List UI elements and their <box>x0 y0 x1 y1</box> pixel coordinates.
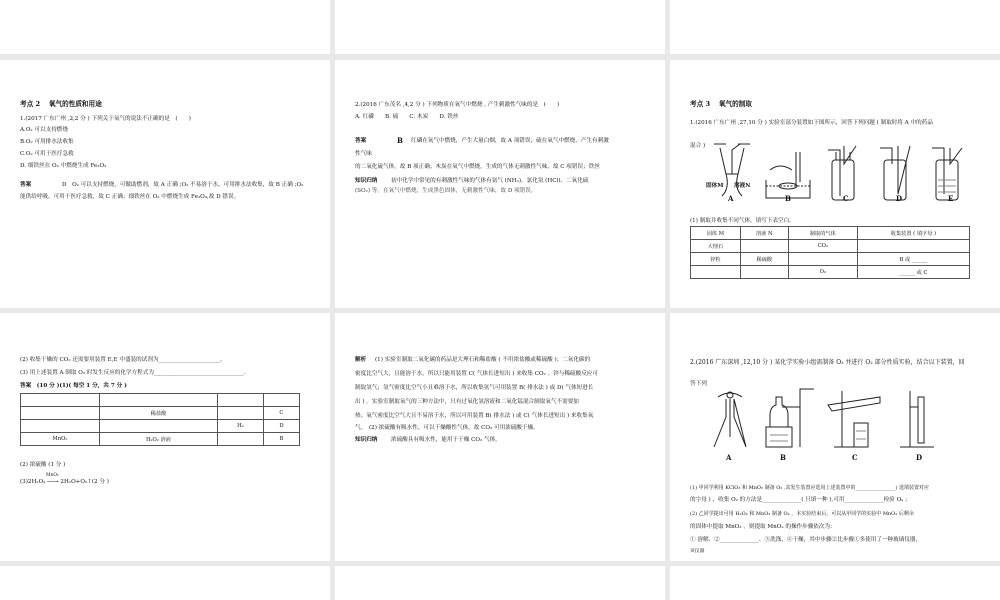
answer-text: (2) 浓硫酸 (1 分 ) <box>20 462 66 468</box>
slide-bottom-2 <box>335 566 665 600</box>
analysis-text: 热；氧气密度比空气大且不易溶于水，所以可用装置 B( 排水法 ) 或 C( 气体长进短出 ) 来收集氧 <box>355 413 594 419</box>
apparatus-label-c: C <box>852 453 858 462</box>
apparatus-diagram <box>700 140 970 220</box>
table-cell: 锌粒 <box>691 253 741 266</box>
question-text: 2.(2016 广东深圳 ,12,10 分 ) 某化学实验小组需制备 O₂ 并进行 O₂ 部分性质实验，结合以下装置，回 <box>690 359 965 366</box>
table-cell: C <box>263 407 299 420</box>
slide-top-2 <box>335 0 665 54</box>
table-cell: D <box>263 420 299 433</box>
table-cell <box>218 394 264 407</box>
apparatus-label-e: E <box>948 194 954 203</box>
section-heading: 考点 3 氧气的制取 <box>690 100 752 108</box>
answer-equation: (3)2H₂O₂ ──→ 2H₂O+O₂↑(2 分 ) <box>20 479 109 485</box>
analysis-text: 气。 (2) 浓硫酸有吸水性，可以干燥酸性气体，故 CO₂ 可用浓硫酸干燥。 <box>355 425 539 431</box>
option-d: D. 细铁丝在 O₂ 中燃烧生成 Fe₂O₃ <box>20 163 107 169</box>
option-c: C.O₂ 可用于医疗急救 <box>20 151 74 157</box>
apparatus-label-a: A <box>728 194 734 203</box>
table-cell <box>218 433 264 446</box>
slide-oxygen-experiment[interactable] <box>670 313 1000 561</box>
question-text: ① 溶解、②______________、③洗涤、④干燥，其中步骤②比步骤①多使用了一种玻璃仪器， <box>690 537 922 543</box>
table-cell: 制取的气体 <box>788 227 857 240</box>
knowledge-label: 知识归纳 <box>355 178 378 184</box>
slide-bottom-1 <box>0 566 330 600</box>
knowledge-label: 知识归纳 <box>355 437 378 443</box>
table-cell <box>21 407 100 420</box>
table-cell <box>691 266 741 279</box>
answer-text: 红磷在氧气中燃烧，产生大量白烟，故 A 项错误；硫在氧气中燃烧，产生有刺激 <box>411 138 609 144</box>
subquestion-text: (1) 制取并收集不同气体，填写下表空白。 <box>690 218 795 224</box>
analysis-text: 密度比空气大，且能溶于水，所以只能用装置 C( 气体长进短出 ) 来收集 CO₂ 。锌与稀硫酸反应可 <box>355 371 598 377</box>
knowledge-text: (SO₂) 等。在氧气中燃烧，生成黑色固体，无刺激性气味，故 D 项错误。 <box>355 188 537 194</box>
table-cell <box>740 240 788 253</box>
apparatus-label-d: D <box>896 194 903 203</box>
table-cell: B 或 ______ <box>857 253 969 266</box>
question-text: 的字母 ) ，收集 O₂ 的方法是______________( 只填一种 ),可用______________检验 O₂ ; <box>690 497 908 503</box>
slide-oxygen-preparation[interactable] <box>670 60 1000 308</box>
slide-bottom-3 <box>670 566 1000 600</box>
answer-text: 能供给呼吸，可用于医疗急救，故 C 正确；细铁丝在 O₂ 中燃烧生成 Fe₃O₄,故 D 错误。 <box>20 194 240 200</box>
question-text: (2) 收集干燥的 CO₂ 还需要用装置 E,E 中盛装的试剂为______________________。 <box>20 357 226 363</box>
table-cell: MnO₂ <box>21 433 100 446</box>
apparatus-label-b: B <box>785 194 791 203</box>
question-text: 1.(2017 广东广州 ,2,2 分 ) 下列关于氧气的说法不正确的是 ( ) <box>20 116 191 122</box>
answer-text: D O₂ 可以支持燃烧，可做助燃剂，故 A 正确 ;O₂ 不易溶于水，可用排水法收集，故 B 正确 ;O₂ <box>62 182 304 188</box>
slide-top-1 <box>0 0 330 54</box>
table-cell: H₂ <box>218 420 264 433</box>
table-cell: CO₂ <box>788 240 857 253</box>
answer-label: 答案 <box>355 138 367 144</box>
slide-combustion-question[interactable] <box>335 60 665 308</box>
label-liquid-n: 溶液N <box>734 183 751 189</box>
analysis-text: 制取氢气；氢气密度比空气小且难溶于水，所以收集氢气可用装置 B( 排水法 ) 或 D( 气体短进长 <box>355 385 594 391</box>
table-cell: 收集装置 ( 填字母 ) <box>857 227 969 240</box>
question-text: (1) 甲同学利用 KClO₃ 和 MnO₂ 制备 O₂ ,其发生装置应选用上述装置中的________________( 选填装置对应 <box>690 485 930 491</box>
apparatus-label-a: A <box>726 453 732 462</box>
answer-label: 答案 <box>20 182 32 188</box>
knowledge-text: 浓硫酸具有吸水性，能用于干燥 CO₂ 气体。 <box>391 437 501 443</box>
gas-preparation-table <box>690 226 970 279</box>
answer-text: 的二氧化硫气体，故 B 项正确；木炭在氧气中燃烧，生成的气体无刺激性气味，故 C 项错误；铁丝 <box>355 164 600 170</box>
option-b: B.O₂ 可用排水法收集 <box>20 139 74 145</box>
table-cell: O₂ <box>788 266 857 279</box>
slide-top-3 <box>670 0 1000 54</box>
option-a: A.O₂ 可以支持燃烧 <box>20 127 68 133</box>
question-text: 2.(2016 广东茂名 ,4,2 分 ) 下列物质在氧气中燃烧 , 产生刺激性气味的是 ( ) <box>355 102 560 108</box>
table-cell: H₂O₂ 溶液 <box>99 433 217 446</box>
answer-label: 答案 (10 分 )(1)( 每空 1 分，共 7 分 ) <box>20 383 127 389</box>
table-cell <box>99 420 217 433</box>
question-text: (3) 用上述装置 A 制取 O₂ 时发生反应的化学方程式为________________________________。 <box>20 370 250 376</box>
slide-analysis[interactable] <box>335 313 665 561</box>
table-cell: 溶液 N <box>740 227 788 240</box>
answer-letter: B <box>397 136 403 145</box>
table-cell <box>740 266 788 279</box>
question-text: 1.(2016 广东广州 ,27,10 分 ) 实验室部分装置如下图所示，回答下列问题 ( 制取时将 A 中的药品 <box>690 120 933 126</box>
question-text: (2) 乙同学提出可用 H₂O₂ 和 MnO₂ 制备 O₂ ，本实验结束后，可以从甲同学的实验中 MnO₂ 后剩余 <box>690 511 914 517</box>
question-text: 该仪器 <box>690 549 705 554</box>
question-text: 答下列 <box>690 381 707 387</box>
experiment-apparatus-diagram <box>704 387 964 453</box>
table-cell <box>218 407 264 420</box>
apparatus-label-c: C <box>843 194 849 203</box>
table-cell <box>21 394 100 407</box>
table-cell: B <box>263 433 299 446</box>
question-text: 的固体中提取 MnO₂ ，则提取 MnO₂ 的操作步骤依次为： <box>690 524 836 530</box>
analysis-text: 出 ) 。实验室制取氧气的三种方法中，只有过氧化氢溶液和二氧化锰混合制取氧气不需要加 <box>355 399 579 405</box>
table-cell <box>857 240 969 253</box>
answer-text: 性气味 <box>355 151 372 157</box>
slide-answer-table[interactable] <box>0 313 330 561</box>
table-cell: 稀硫酸 <box>740 253 788 266</box>
catalyst-label: MnO₂ <box>46 473 59 478</box>
question-text: 混合 ) <box>690 143 706 149</box>
options-text: A. 红磷 B. 硫 C. 木炭 D. 铁丝 <box>355 114 459 120</box>
section-heading: 考点 2 氧气的性质和用途 <box>20 100 102 108</box>
table-cell <box>263 394 299 407</box>
table-cell: ______ 或 C <box>857 266 969 279</box>
analysis-label: 解析 <box>355 357 367 363</box>
table-cell <box>99 394 217 407</box>
table-cell: 稀盐酸 <box>99 407 217 420</box>
table-cell <box>21 420 100 433</box>
apparatus-label-b: B <box>780 453 786 462</box>
knowledge-text: 初中化学中常见的有刺激性气味的气体有氨气 (NH₃)、氯化氢 (HCl)、二氧化硫 <box>391 178 589 184</box>
analysis-text: (1) 实验室制取二氧化碳的药品是大理石和稀盐酸 ( 不用浓盐酸或稀硫酸 )；二氧化碳的 <box>375 357 591 363</box>
label-solid-m: 固体M <box>706 183 724 189</box>
apparatus-label-d: D <box>916 453 923 462</box>
slide-oxygen-properties[interactable] <box>0 60 330 308</box>
table-cell: 固体 M <box>691 227 741 240</box>
answer-table <box>20 393 300 446</box>
table-cell: 大理石 <box>691 240 741 253</box>
table-cell <box>788 253 857 266</box>
